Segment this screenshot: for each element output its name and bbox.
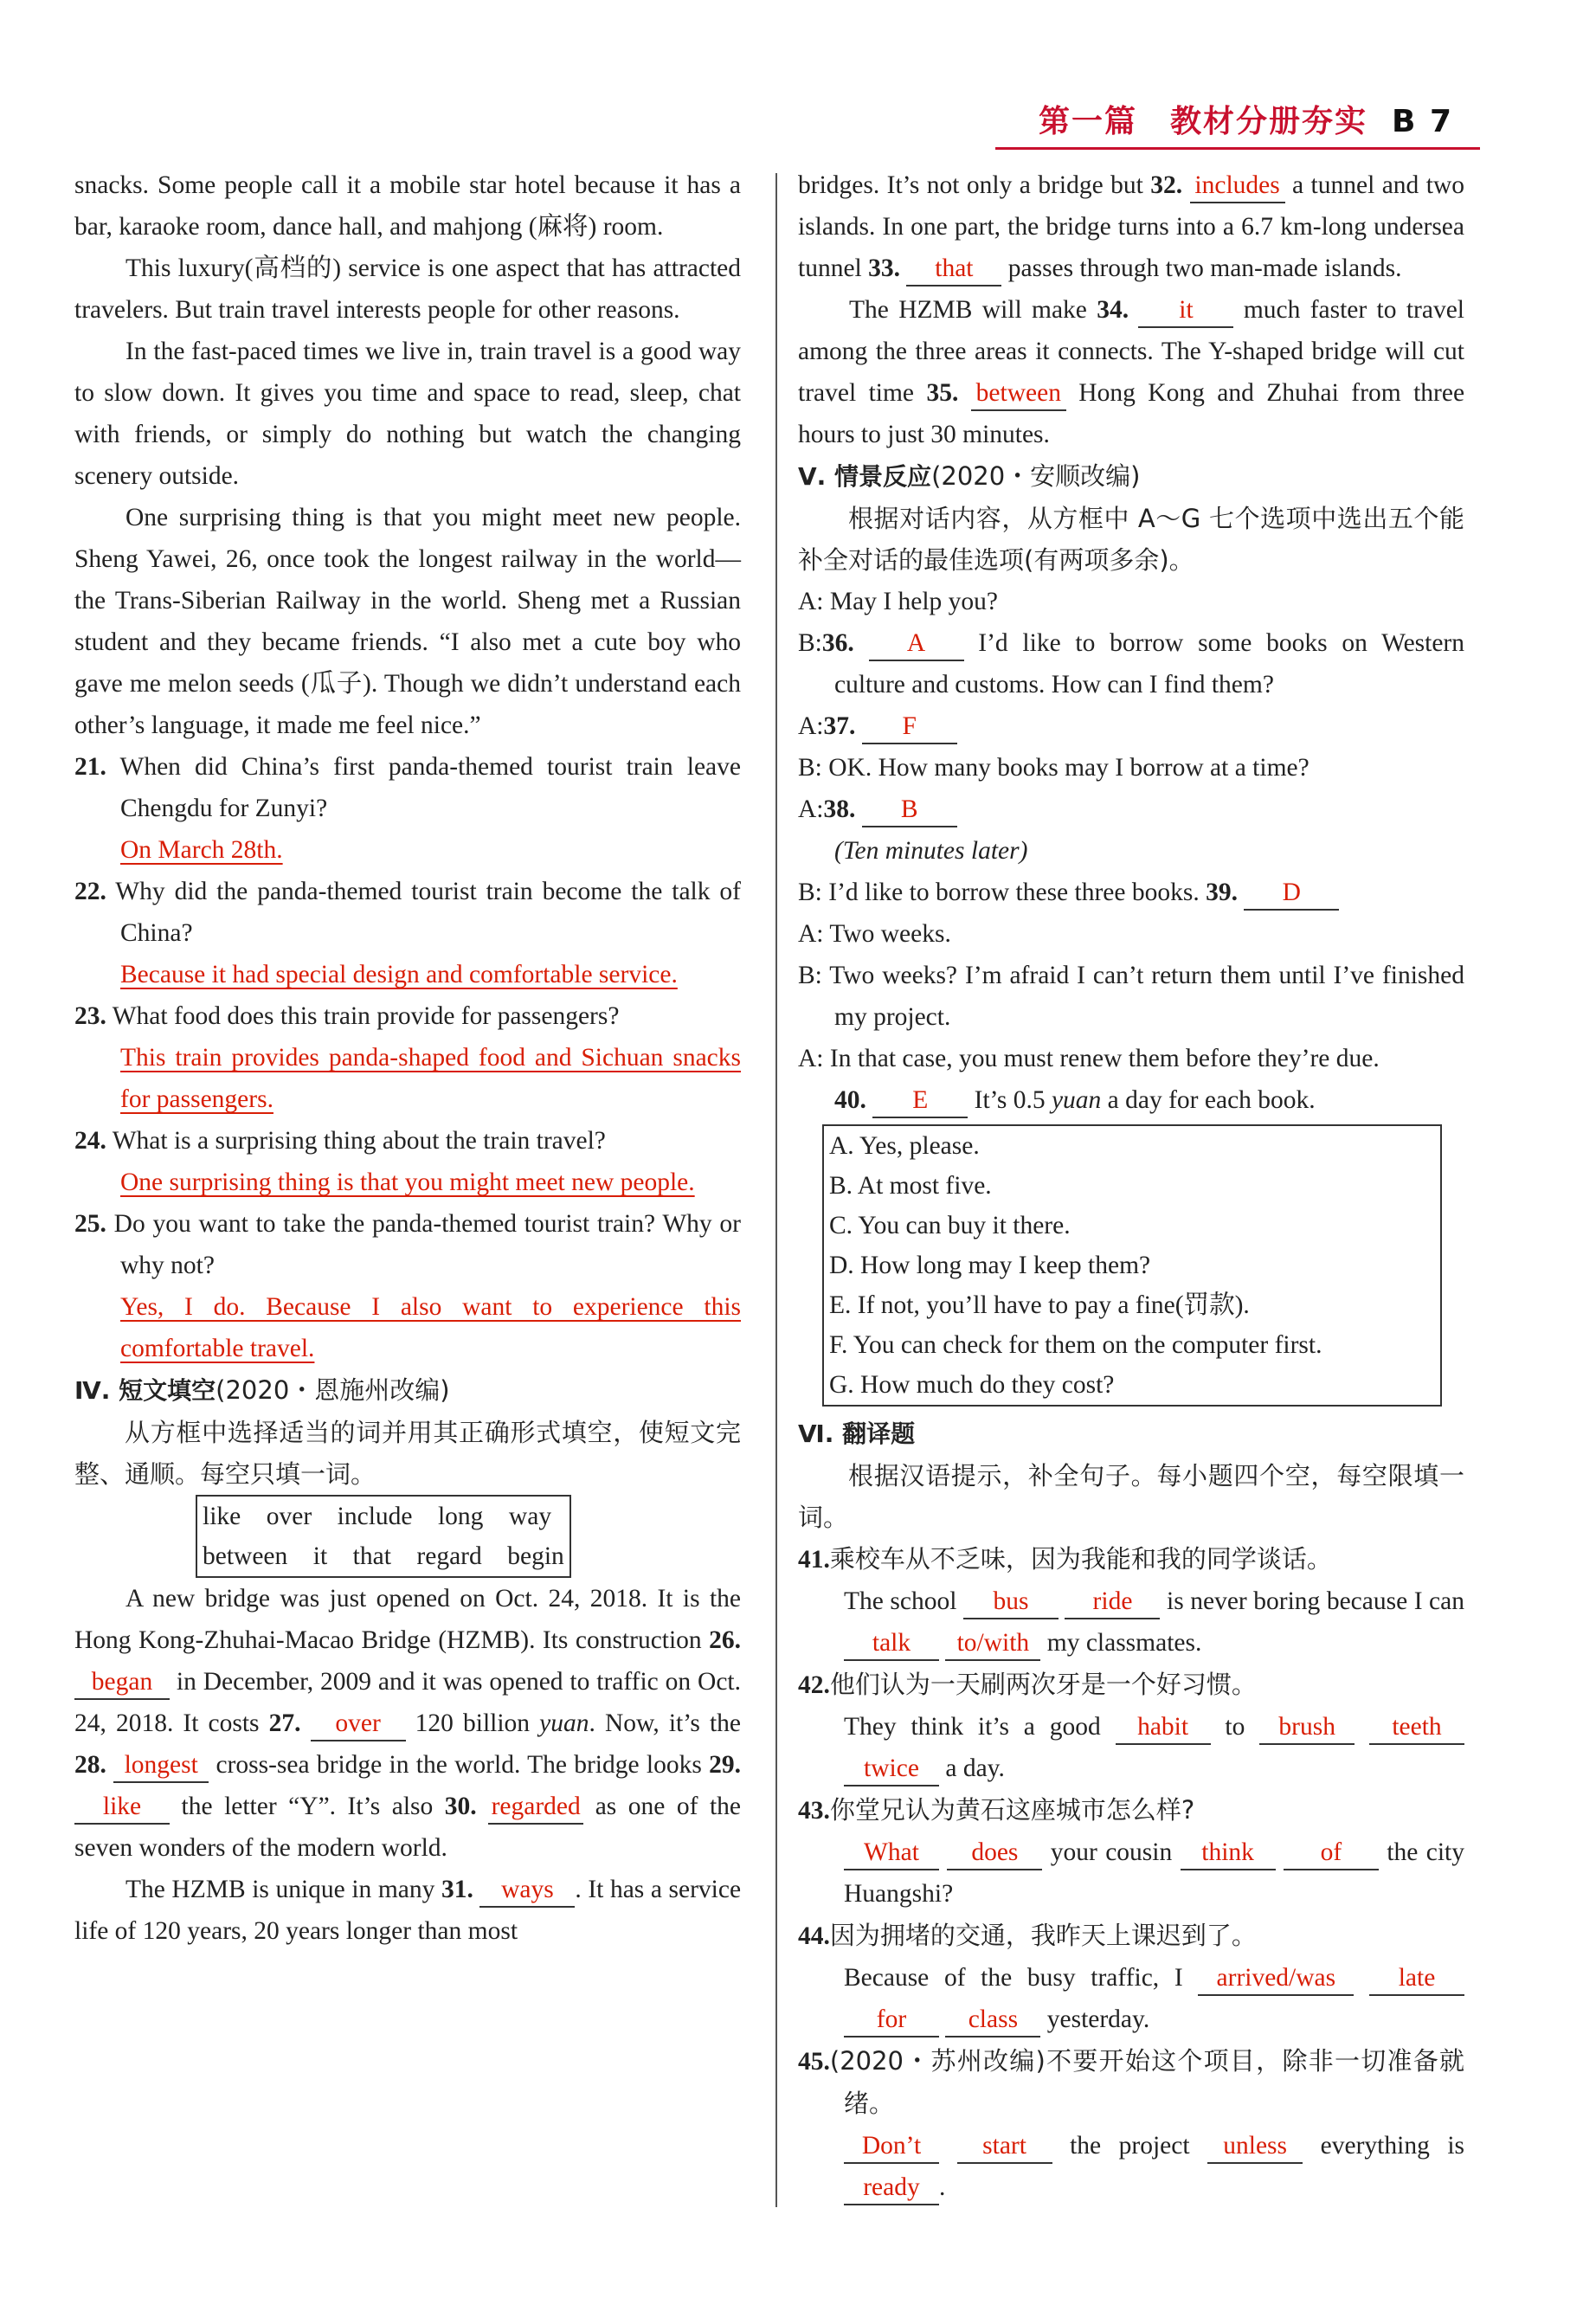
question-text: Do you want to take the panda-themed tourist train? Why or why not? <box>113 1210 741 1279</box>
blank-answer: bus <box>963 1585 1059 1619</box>
text: bridges. It’s not only a bridge but <box>798 171 1143 199</box>
question-number: 22. <box>74 878 106 905</box>
blank-number: 34. <box>1097 296 1129 324</box>
blank-answer: ride <box>1065 1585 1160 1619</box>
blank-number: 39. <box>1206 879 1238 906</box>
text: yesterday. <box>1046 2005 1150 2033</box>
section-title: Ⅴ. 情景反应 <box>798 462 932 491</box>
answer: Because it had special design and comfortable service. <box>120 961 678 988</box>
blank-answer: think <box>1181 1836 1276 1870</box>
blank-answer: twice <box>844 1752 939 1786</box>
paragraph: In the fast-paced times we live in, train travel is a good way to slow down. It gives you time and space to read, sleep, chat with friends, or simply do nothing but watch the changing scenery outside. <box>74 338 741 490</box>
text: much faster to travel among the three areas it connects. The Y-shaped bridge will cut travel time <box>798 296 1464 407</box>
option: D. How long may I keep them? <box>829 1252 1151 1279</box>
question-number: 42. <box>798 1671 830 1699</box>
cloze-passage <box>74 1869 741 1952</box>
blank-number: 38. <box>823 795 856 823</box>
dialog-line: A: Two weeks. <box>798 920 951 948</box>
question-text: When did China’s first panda-themed tourist train leave Chengdu for Zunyi? <box>119 753 741 822</box>
translation-answer <box>798 2125 1464 2208</box>
blank-number: 33. <box>868 254 900 282</box>
question <box>74 746 741 829</box>
text: It’s 0.5 <box>974 1086 1046 1114</box>
text: . <box>939 2173 946 2201</box>
blank-answer: talk <box>844 1626 939 1661</box>
answer: On March 28th. <box>120 836 283 864</box>
blank-answer: teeth <box>1369 1710 1464 1745</box>
translation-item <box>798 2040 1464 2125</box>
blank-number: 35. <box>926 379 959 407</box>
blank-answer: arrived/was <box>1198 1961 1354 1996</box>
blank-answer: ready <box>844 2171 939 2205</box>
blank-answer: late <box>1369 1961 1464 1996</box>
blank-answer: does <box>947 1836 1042 1870</box>
text: 120 billion <box>415 1709 531 1737</box>
question-number: 21. <box>74 753 106 781</box>
chinese-prompt: 乘校车从不乏味，因为我能和我的同学谈话。 <box>829 1544 1332 1574</box>
blank-number: 40. <box>834 1086 866 1114</box>
question <box>74 1120 741 1162</box>
section-instruction: 根据对话内容，从方框中 A～G 七个选项中选出五个能补全对话的最佳选项(有两项多余)。 <box>798 504 1464 575</box>
section-heading <box>798 1413 1464 1455</box>
paragraph: This luxury(高档的) service is one aspect that has attracted travelers. But train travel interests people for other reasons. <box>74 254 741 324</box>
answer: Yes, I do. Because I also want to experience this comfortable travel. <box>120 1293 741 1362</box>
question-number: 24. <box>74 1127 106 1155</box>
text: cross-sea bridge in the world. The bridge looks <box>216 1751 702 1779</box>
text: a day for each book. <box>1107 1086 1316 1114</box>
dialog-line <box>798 705 1464 747</box>
text: a tunnel and two islands. In one part, the bridge turns into a 6.7 km-long undersea tunnel <box>798 171 1464 282</box>
option: E. If not, you’ll have to pay a fine(罚款). <box>829 1291 1250 1319</box>
text: They think it’s a good <box>844 1713 1101 1741</box>
blank-answer: brush <box>1259 1710 1355 1745</box>
text: to <box>1225 1713 1245 1741</box>
blank-answer: regarded <box>488 1790 583 1825</box>
blank-answer: F <box>862 710 957 744</box>
text: in December, 2009 and it was opened to traffic on Oct. 24, 2018. It costs <box>74 1668 742 1737</box>
translation-item <box>798 1915 1464 1957</box>
blank-answer: includes <box>1190 169 1285 203</box>
text: Because of the busy traffic, I <box>844 1964 1183 1992</box>
stage-direction: (Ten minutes later) <box>834 837 1028 865</box>
blank-answer: over <box>311 1707 406 1741</box>
left-column <box>74 164 741 1952</box>
speaker: B: <box>798 629 822 657</box>
dialog-line: A: In that case, you must renew them before they’re due. <box>798 1045 1380 1072</box>
blank-answer: between <box>971 377 1066 411</box>
chinese-prompt: 他们认为一天刷两次牙是一个好习惯。 <box>829 1670 1257 1699</box>
dialog-line <box>798 1079 1464 1121</box>
word-box-row: like over include long way <box>203 1503 552 1530</box>
blank-answer: that <box>906 252 1001 286</box>
cloze-passage <box>798 289 1464 455</box>
question-number: 41. <box>798 1546 830 1574</box>
cloze-passage <box>798 164 1464 289</box>
text: as one of the seven wonders of the modern world. <box>74 1793 742 1862</box>
option: G. How much do they cost? <box>829 1371 1115 1399</box>
speaker: A: <box>798 795 824 823</box>
translation-item <box>798 1664 1464 1706</box>
blank-answer: B <box>862 793 957 827</box>
text: everything is <box>1320 2132 1465 2160</box>
blank-answer: D <box>1244 876 1339 911</box>
text: . It has a service life of 120 years, 20 years longer than most <box>74 1876 742 1945</box>
translation-item <box>798 1538 1464 1580</box>
text: Hong Kong and Zhuhai from three hours to just 30 minutes. <box>798 379 1465 448</box>
text: yuan <box>1051 1086 1102 1114</box>
blank-answer: to/with <box>945 1626 1040 1661</box>
answer: One surprising thing is that you might meet new people. <box>120 1168 695 1196</box>
blank-answer: began <box>74 1665 170 1700</box>
right-column <box>798 164 1464 2208</box>
blank-answer: it <box>1138 293 1233 328</box>
blank-answer: Don’t <box>844 2129 939 2164</box>
text: A new bridge was just opened on Oct. 24, 2018. It is the Hong Kong-Zhuhai-Macao Bridge (HZMB). Its construction <box>74 1585 741 1654</box>
blank-answer: unless <box>1207 2129 1303 2164</box>
blank-number: 31. <box>441 1876 473 1903</box>
text: yuan <box>539 1709 589 1737</box>
answer: This train provides panda-shaped food and Sichuan snacks for passengers. <box>120 1044 741 1113</box>
chinese-prompt: (2020・苏州改编)不要开始这个项目，除非一切准备就绪。 <box>829 2046 1464 2118</box>
dialog-line: B: Two weeks? I’m afraid I can’t return them until I’ve finished my project. <box>798 962 1464 1031</box>
text: my classmates. <box>1046 1629 1202 1657</box>
word-box-row: between it that regard begin <box>203 1542 564 1570</box>
text: the city Huangshi? <box>844 1838 1464 1908</box>
chinese-prompt: 你堂兄认为黄石这座城市怎么样? <box>829 1795 1195 1825</box>
section-instruction: 根据汉语提示，补全句子。每小题四个空，每空限填一词。 <box>798 1461 1464 1532</box>
question-number: 23. <box>74 1002 106 1030</box>
translation-answer <box>798 1957 1464 2040</box>
blank-answer: A <box>869 627 964 661</box>
section-source: (2020・安顺改编) <box>931 461 1141 491</box>
text: B: I’d like to borrow these three books. <box>798 879 1200 906</box>
chinese-prompt: 因为拥堵的交通，我昨天上课迟到了。 <box>829 1921 1257 1950</box>
option: F. You can check for them on the computer first. <box>829 1331 1322 1359</box>
blank-number: 37. <box>823 712 856 740</box>
blank-answer: E <box>872 1084 968 1118</box>
text: the letter “Y”. It’s also <box>181 1793 434 1820</box>
header-title: 第一篇 教材分册夯实 <box>1038 104 1367 139</box>
blank-answer: of <box>1284 1836 1379 1870</box>
dialog-line: B: OK. How many books may I borrow at a time? <box>798 754 1310 782</box>
cloze-passage <box>74 1578 741 1869</box>
dialog-line: A: May I help you? <box>798 588 999 615</box>
section-heading <box>74 1369 741 1412</box>
blank-answer: ways <box>479 1873 575 1908</box>
question <box>74 995 741 1037</box>
text: passes through two man-made islands. <box>1007 254 1402 282</box>
option: A. Yes, please. <box>829 1132 980 1160</box>
speaker: A: <box>798 712 824 740</box>
section-source: (2020・恩施州改编) <box>216 1375 450 1405</box>
page-header <box>1039 97 1453 141</box>
options-box <box>822 1124 1442 1407</box>
question <box>74 1203 741 1286</box>
question-number: 43. <box>798 1797 830 1825</box>
column-divider <box>775 173 777 2207</box>
text: is never boring because I can <box>1167 1587 1464 1615</box>
text: I’d like to borrow some books on Western culture and customs. How can I find them? <box>834 629 1465 698</box>
question-text: What is a surprising thing about the train travel? <box>112 1127 606 1155</box>
text: the project <box>1070 2132 1190 2160</box>
page-number: B 7 <box>1391 104 1453 139</box>
paragraph: One surprising thing is that you might meet new people. Sheng Yawei, 26, once took the longest railway in the world—the Trans-Siberian Railway in the world. Sheng met a Russian student and they became friends. “I also met a cute boy who gave me melon seeds (瓜子). Though we didn’t understand each other’s language, it made me feel nice.” <box>74 504 741 739</box>
dialog-line <box>798 872 1464 913</box>
blank-answer: class <box>945 2003 1040 2038</box>
question-number: 44. <box>798 1922 830 1950</box>
dialog-line <box>798 622 1464 705</box>
section-heading <box>798 455 1464 498</box>
translation-answer <box>798 1706 1464 1789</box>
dialog-line <box>798 789 1464 830</box>
blank-answer: longest <box>113 1748 209 1783</box>
text: The school <box>844 1587 957 1615</box>
blank-number: 26. <box>709 1626 742 1654</box>
option: B. At most five. <box>829 1172 992 1200</box>
translation-item <box>798 1789 1464 1832</box>
text: The HZMB will make <box>849 296 1087 324</box>
word-box <box>196 1495 571 1578</box>
paragraph: snacks. Some people call it a mobile star hotel because it has a bar, karaoke room, dance hall, and mahjong (麻将) room. <box>74 171 741 241</box>
blank-number: 32. <box>1150 171 1183 199</box>
question-number: 25. <box>74 1210 106 1238</box>
blank-number: 28. <box>74 1751 106 1779</box>
translation-answer <box>798 1832 1464 1915</box>
question-text: Why did the panda-themed tourist train become the talk of China? <box>115 878 742 947</box>
text: . Now, it’s the <box>589 1709 742 1737</box>
question <box>74 871 741 954</box>
option: C. You can buy it there. <box>829 1212 1071 1239</box>
blank-answer: habit <box>1116 1710 1211 1745</box>
blank-number: 27. <box>268 1709 301 1737</box>
blank-answer: for <box>844 2003 939 2038</box>
section-instruction: 从方框中选择适当的词并用其正确形式填空，使短文完整、通顺。每空只填一词。 <box>74 1418 741 1489</box>
text: The HZMB is unique in many <box>125 1876 435 1903</box>
text: your cousin <box>1050 1838 1173 1866</box>
question-number: 45. <box>798 2048 830 2076</box>
blank-number: 30. <box>444 1793 477 1820</box>
header-rule <box>995 147 1480 150</box>
blank-answer: start <box>957 2129 1052 2164</box>
blank-number: 29. <box>709 1751 741 1779</box>
translation-answer <box>798 1580 1464 1664</box>
blank-answer: like <box>74 1790 170 1825</box>
question-text: What food does this train provide for passengers? <box>112 1002 620 1030</box>
section-title: Ⅵ. 翻译题 <box>798 1420 916 1448</box>
section-title: Ⅳ. 短文填空 <box>74 1376 216 1405</box>
blank-number: 36. <box>821 629 854 657</box>
blank-answer: What <box>844 1836 939 1870</box>
text: a day. <box>945 1754 1005 1782</box>
